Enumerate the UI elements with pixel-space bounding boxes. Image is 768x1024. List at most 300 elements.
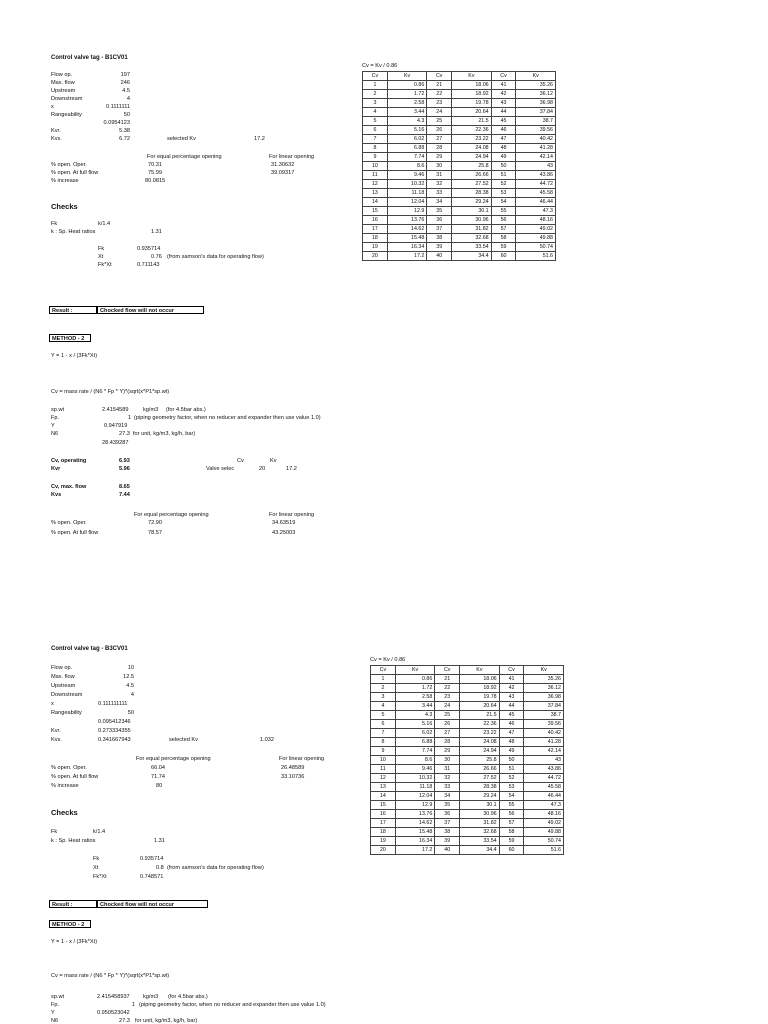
lin-opening-header: For linear opening bbox=[279, 756, 325, 762]
kv-table-row bbox=[371, 738, 564, 747]
input-label: Rangeability bbox=[51, 112, 82, 118]
kv-cell: 10.32 bbox=[395, 774, 434, 783]
kv-cell: 22.36 bbox=[452, 126, 491, 135]
cv-cell: 59 bbox=[491, 243, 516, 252]
kv-table-header-cell: Kv bbox=[395, 666, 434, 675]
kv-cell: 34.4 bbox=[460, 846, 499, 855]
cv-cell: 2 bbox=[363, 90, 388, 99]
kv-cell: 28.38 bbox=[452, 189, 491, 198]
kv-table-row bbox=[363, 225, 556, 234]
kv-table-row bbox=[363, 90, 556, 99]
opening-eq-value: 71.74 bbox=[151, 774, 165, 780]
cv-cell: 44 bbox=[491, 108, 516, 117]
cv-cell: 4 bbox=[363, 108, 388, 117]
fk-row-value: 0.935714 bbox=[137, 246, 161, 252]
kv-table-row bbox=[363, 81, 556, 90]
kv-cell: 9.46 bbox=[395, 765, 434, 774]
kv-table-row bbox=[363, 198, 556, 207]
opening-eq-value: 80 bbox=[156, 783, 163, 789]
kv-table-title: Cv = Kv / 0.86 bbox=[370, 657, 406, 663]
kv-column-head: Kv bbox=[270, 458, 277, 464]
cv-cell: 37 bbox=[435, 819, 460, 828]
valve-kv-value: 17.2 bbox=[286, 466, 297, 472]
cv-cell: 1 bbox=[363, 81, 388, 90]
input-label: Kvr. bbox=[51, 728, 61, 734]
fkxt-row-label: Fk*Xt bbox=[98, 262, 112, 268]
kv-table-row bbox=[371, 702, 564, 711]
cv-cell: 18 bbox=[363, 234, 388, 243]
kv-table-row bbox=[371, 810, 564, 819]
cv-cell: 3 bbox=[371, 693, 396, 702]
block1-title: Control valve tag - B1CV01 bbox=[51, 55, 128, 61]
fk-row-label: Fk bbox=[93, 856, 100, 862]
kv-cell: 37.84 bbox=[524, 702, 564, 711]
kv-cell: 0.86 bbox=[387, 81, 426, 90]
kv-cell: 39.56 bbox=[524, 720, 564, 729]
kv-cell: 30.96 bbox=[460, 810, 499, 819]
selected-kv-label: selected Kv bbox=[167, 136, 196, 142]
cv-cell: 14 bbox=[363, 198, 388, 207]
kv-cell: 5.16 bbox=[395, 720, 434, 729]
kv-cell: 51.6 bbox=[524, 846, 564, 855]
opening-label: % open. Oper. bbox=[51, 520, 87, 526]
cv-cell: 49 bbox=[499, 747, 524, 756]
cv-cell: 46 bbox=[491, 126, 516, 135]
result-value: Chocked flow will not occur bbox=[97, 900, 208, 908]
cv-formula: Cv = mass rate / (N6 * Fp * Y)*(sqrt(x*P1*sp.wt) bbox=[51, 389, 170, 395]
spwt-value: 2.415458937 bbox=[97, 994, 130, 1000]
cv-cell: 51 bbox=[499, 765, 524, 774]
kv-table-row bbox=[363, 144, 556, 153]
valve-select-label: Valve selec bbox=[206, 466, 235, 472]
opening-lin-value: 31.30632 bbox=[271, 162, 295, 168]
cv-cell: 21 bbox=[435, 675, 460, 684]
fkxt-row-value: 0.711143 bbox=[137, 262, 160, 268]
cv-cell: 43 bbox=[491, 99, 516, 108]
input-value: 0.111111111 bbox=[98, 701, 128, 707]
cv-cell: 40 bbox=[435, 846, 460, 855]
result-label: Result : bbox=[49, 306, 97, 314]
kv-cell: 50.74 bbox=[524, 837, 564, 846]
cv-cell: 29 bbox=[435, 747, 460, 756]
cv-cell: 1 bbox=[371, 675, 396, 684]
cv-cell: 9 bbox=[363, 153, 388, 162]
cv-cell: 29 bbox=[427, 153, 452, 162]
kv-cell: 36.98 bbox=[524, 693, 564, 702]
cv-cell: 48 bbox=[499, 738, 524, 747]
kv-table-row bbox=[363, 189, 556, 198]
kv-cell: 4.3 bbox=[395, 711, 434, 720]
input-label: Flow op. bbox=[51, 72, 73, 78]
cv-cell: 48 bbox=[491, 144, 516, 153]
input-value: 246 bbox=[120, 80, 130, 86]
cv-cell: 55 bbox=[499, 801, 524, 810]
cv-cell: 16 bbox=[371, 810, 396, 819]
k-value: 1.31 bbox=[154, 838, 165, 844]
opening-label: % open. At full flow bbox=[51, 170, 99, 176]
kv-table-row bbox=[371, 837, 564, 846]
kv-cell: 38.7 bbox=[524, 711, 564, 720]
kv-cell: 36.12 bbox=[524, 684, 564, 693]
kv-cell: 35.26 bbox=[524, 675, 564, 684]
fk-row-value: 0.935714 bbox=[140, 856, 164, 862]
cv-cell: 41 bbox=[491, 81, 516, 90]
spwt-note: (for 4.5bar abs.) bbox=[168, 994, 208, 1000]
input-value: 12.5 bbox=[123, 674, 134, 680]
eq-opening-header: For equal percentage opening bbox=[147, 154, 222, 160]
opening-eq-value: 66.04 bbox=[151, 765, 165, 771]
kv-table-row bbox=[363, 99, 556, 108]
kv-table-header-cell: Cv bbox=[499, 666, 524, 675]
cv-cell: 5 bbox=[363, 117, 388, 126]
cv-cell: 17 bbox=[363, 225, 388, 234]
cv-cell: 38 bbox=[427, 234, 452, 243]
cv-cell: 53 bbox=[499, 783, 524, 792]
kvr-label: Kvr bbox=[51, 466, 61, 472]
kv-cell: 24.08 bbox=[452, 144, 491, 153]
kv-cell: 30.1 bbox=[452, 207, 491, 216]
cv-cell: 58 bbox=[499, 828, 524, 837]
cv-cell: 37 bbox=[427, 225, 452, 234]
kv-table-row bbox=[363, 207, 556, 216]
cv-cell: 38 bbox=[435, 828, 460, 837]
kv-cell: 37.84 bbox=[516, 108, 556, 117]
y-label: Y bbox=[51, 1010, 55, 1016]
cv-cell: 54 bbox=[491, 198, 516, 207]
fp-label: Fp. bbox=[51, 1002, 60, 1008]
n6-label: N6 bbox=[51, 431, 59, 437]
kv-cell: 8.6 bbox=[387, 162, 426, 171]
cv-cell: 21 bbox=[427, 81, 452, 90]
kv-cell: 23.22 bbox=[452, 135, 491, 144]
opening-lin-value: 34.63519 bbox=[272, 520, 296, 526]
kv-cell: 46.44 bbox=[516, 198, 556, 207]
cv-cell: 17 bbox=[371, 819, 396, 828]
kv-cell: 39.56 bbox=[516, 126, 556, 135]
kv-cell: 25.8 bbox=[460, 756, 499, 765]
cv-cell: 50 bbox=[491, 162, 516, 171]
cv-cell: 57 bbox=[499, 819, 524, 828]
kv-table-header-cell: Kv bbox=[460, 666, 499, 675]
cv-cell: 11 bbox=[371, 765, 396, 774]
cv-cell: 10 bbox=[363, 162, 388, 171]
cv-cell: 35 bbox=[427, 207, 452, 216]
xt-row-note: (from samson's data for operating flow) bbox=[167, 254, 264, 260]
cv-cell: 3 bbox=[363, 99, 388, 108]
kv-table-row bbox=[371, 747, 564, 756]
opening-label: % increase bbox=[51, 178, 79, 184]
kv-cell: 14.62 bbox=[387, 225, 426, 234]
input-label: Kvs. bbox=[51, 136, 62, 142]
kv-cell: 48.16 bbox=[524, 810, 564, 819]
kv-cell: 40.42 bbox=[524, 729, 564, 738]
kv-cell: 7.74 bbox=[395, 747, 434, 756]
kv-table-header-cell: Kv bbox=[452, 72, 491, 81]
kv-cell: 41.28 bbox=[516, 144, 556, 153]
input-value: 0.095412346 bbox=[98, 719, 131, 725]
input-value: 0.0954123 bbox=[103, 120, 130, 126]
kv-cell: 28.38 bbox=[460, 783, 499, 792]
cv-cell: 30 bbox=[435, 756, 460, 765]
kv-table-header-cell: Kv bbox=[387, 72, 426, 81]
cv-cell: 13 bbox=[371, 783, 396, 792]
cv-cell: 16 bbox=[363, 216, 388, 225]
opening-lin-value: 43.25003 bbox=[272, 530, 296, 536]
kv-cell: 1.72 bbox=[395, 684, 434, 693]
kv-table-row bbox=[363, 126, 556, 135]
k-label: k : Sp. Heat ratios bbox=[51, 838, 96, 844]
cv-cell: 24 bbox=[435, 702, 460, 711]
cv-cell: 52 bbox=[491, 180, 516, 189]
opening-eq-value: 75.99 bbox=[148, 170, 162, 176]
kv-table-row bbox=[371, 774, 564, 783]
opening-eq-value: 70.31 bbox=[148, 162, 162, 168]
input-value: 4.5 bbox=[122, 88, 130, 94]
fk-row-label: Fk bbox=[98, 246, 105, 252]
kv-cell: 24.94 bbox=[460, 747, 499, 756]
cv-cell: 19 bbox=[363, 243, 388, 252]
kv-cell: 48.16 bbox=[516, 216, 556, 225]
input-value: 5.38 bbox=[119, 128, 130, 134]
kv-table-row bbox=[371, 720, 564, 729]
kv-cell: 13.76 bbox=[387, 216, 426, 225]
kv-cell: 38.7 bbox=[516, 117, 556, 126]
kv-cell: 13.76 bbox=[395, 810, 434, 819]
kv-cell: 42.14 bbox=[524, 747, 564, 756]
input-label: Downstream bbox=[51, 96, 83, 102]
kv-cell: 1.72 bbox=[387, 90, 426, 99]
cv-cell: 5 bbox=[371, 711, 396, 720]
kv-table-row bbox=[363, 180, 556, 189]
opening-label: % open. At full flow bbox=[51, 774, 99, 780]
result-value: Chocked flow will not occur bbox=[97, 306, 204, 314]
cv-cell: 59 bbox=[499, 837, 524, 846]
cv-cell: 42 bbox=[499, 684, 524, 693]
kv-table-row bbox=[371, 846, 564, 855]
input-value: 10 bbox=[127, 665, 134, 671]
cv-cell: 23 bbox=[427, 99, 452, 108]
kv-cell: 12.04 bbox=[387, 198, 426, 207]
cv-cell: 26 bbox=[435, 720, 460, 729]
input-value: 4 bbox=[126, 96, 130, 102]
input-label: Kvs. bbox=[51, 737, 62, 743]
cv-cell: 56 bbox=[491, 216, 516, 225]
cv-cell: 51 bbox=[491, 171, 516, 180]
kv-cell: 3.44 bbox=[395, 702, 434, 711]
kv-cell: 29.24 bbox=[460, 792, 499, 801]
spwt-unit: kg/m3 bbox=[143, 994, 159, 1000]
kv-cell: 50.74 bbox=[516, 243, 556, 252]
kv-cell: 45.58 bbox=[516, 189, 556, 198]
cv-cell: 47 bbox=[491, 135, 516, 144]
kv-table-row bbox=[363, 162, 556, 171]
kv-table-header-cell: Cv bbox=[491, 72, 516, 81]
cv-cell: 52 bbox=[499, 774, 524, 783]
kv-cell: 26.66 bbox=[452, 171, 491, 180]
cv-cell: 33 bbox=[427, 189, 452, 198]
spwt-note: (for 4.5bar abs.) bbox=[166, 407, 206, 413]
kv-cell: 0.86 bbox=[395, 675, 434, 684]
kv-table-row bbox=[363, 171, 556, 180]
fk-label: Fk bbox=[51, 221, 58, 227]
cv-cell: 58 bbox=[491, 234, 516, 243]
y-formula: Y = 1 - x / (3Fk*Xt) bbox=[51, 353, 98, 359]
selected-kv-value: 1.032 bbox=[260, 737, 274, 743]
cv-cell: 12 bbox=[371, 774, 396, 783]
opening-eq-value: 80.0815 bbox=[145, 178, 166, 184]
kv-cell: 36.12 bbox=[516, 90, 556, 99]
cv-cell: 25 bbox=[427, 117, 452, 126]
kv-cell: 22.36 bbox=[460, 720, 499, 729]
kv-cell: 14.62 bbox=[395, 819, 434, 828]
kv-table-header-cell: Cv bbox=[427, 72, 452, 81]
input-value: 0.273334355 bbox=[98, 728, 131, 734]
fk-label: Fk bbox=[51, 829, 58, 835]
kv-cell: 10.32 bbox=[387, 180, 426, 189]
input-label: Kvr. bbox=[51, 128, 61, 134]
kv-cell: 46.44 bbox=[524, 792, 564, 801]
opening-eq-value: 72.90 bbox=[148, 520, 162, 526]
kv-table-2 bbox=[370, 665, 564, 855]
kv-cell: 18.92 bbox=[452, 90, 491, 99]
kv-table-1 bbox=[362, 71, 556, 261]
kvs-value: 7.44 bbox=[119, 492, 130, 498]
opening-lin-value: 33.10736 bbox=[281, 774, 305, 780]
input-label: Max. flow bbox=[51, 80, 75, 86]
cv-cell: 54 bbox=[499, 792, 524, 801]
kv-table-row bbox=[363, 117, 556, 126]
cv-cell: 45 bbox=[491, 117, 516, 126]
kv-table-row bbox=[371, 675, 564, 684]
valve-cv-value: 20 bbox=[259, 466, 266, 472]
spwt-value: 2.4154589 bbox=[102, 407, 129, 413]
cv-cell: 31 bbox=[435, 765, 460, 774]
input-label: Rangeability bbox=[51, 710, 82, 716]
kv-cell: 32.68 bbox=[460, 828, 499, 837]
n6-extra-value: 28.439287 bbox=[102, 440, 129, 446]
kv-cell: 17.2 bbox=[395, 846, 434, 855]
lin-opening-header: For linear opening bbox=[269, 512, 315, 518]
kv-cell: 47.3 bbox=[516, 207, 556, 216]
kv-cell: 11.18 bbox=[387, 189, 426, 198]
block2-title: Control valve tag - B3CV01 bbox=[51, 646, 128, 652]
input-label: Downstream bbox=[51, 692, 83, 698]
n6-value: 27.3 bbox=[119, 1018, 130, 1024]
input-value: 6.72 bbox=[119, 136, 130, 142]
method-label: METHOD - 2 bbox=[49, 334, 91, 342]
opening-lin-value: 39.09317 bbox=[271, 170, 295, 176]
cv-cell: 27 bbox=[427, 135, 452, 144]
cv-cell: 2 bbox=[371, 684, 396, 693]
cv-cell: 32 bbox=[435, 774, 460, 783]
spwt-label: sp.wt bbox=[51, 994, 65, 1000]
kv-table-header-cell: Cv bbox=[363, 72, 388, 81]
cv-cell: 28 bbox=[427, 144, 452, 153]
cv-cell: 49 bbox=[491, 153, 516, 162]
kv-cell: 27.52 bbox=[460, 774, 499, 783]
spwt-unit: kg/m3 bbox=[143, 407, 159, 413]
kv-cell: 21.5 bbox=[452, 117, 491, 126]
kv-table-header-row bbox=[371, 666, 564, 675]
kv-cell: 19.78 bbox=[460, 693, 499, 702]
cv-cell: 9 bbox=[371, 747, 396, 756]
fk-text: k/1.4 bbox=[98, 221, 111, 227]
kv-cell: 6.88 bbox=[387, 144, 426, 153]
kv-cell: 29.24 bbox=[452, 198, 491, 207]
kv-table-header-cell: Cv bbox=[435, 666, 460, 675]
k-label: k : Sp. Heat ratios bbox=[51, 229, 96, 235]
kv-table-row bbox=[363, 216, 556, 225]
cv-cell: 18 bbox=[371, 828, 396, 837]
kv-cell: 18.92 bbox=[460, 684, 499, 693]
spwt-label: sp.wt bbox=[51, 407, 65, 413]
fkxt-row-label: Fk*Xt bbox=[93, 874, 107, 880]
kv-cell: 20.64 bbox=[452, 108, 491, 117]
input-value: 50 bbox=[127, 710, 134, 716]
xt-row-note: (from samson's data for operating flow) bbox=[167, 865, 264, 871]
cv-cell: 60 bbox=[499, 846, 524, 855]
cv-cell: 60 bbox=[491, 252, 516, 261]
kv-cell: 6.02 bbox=[395, 729, 434, 738]
selected-kv-value: 17.2 bbox=[254, 136, 265, 142]
cv-cell: 28 bbox=[435, 738, 460, 747]
cv-operating-value: 6.93 bbox=[119, 458, 130, 464]
kv-cell: 24.08 bbox=[460, 738, 499, 747]
kv-cell: 6.88 bbox=[395, 738, 434, 747]
kv-cell: 43.86 bbox=[516, 171, 556, 180]
input-label: Upstream bbox=[51, 683, 76, 689]
cv-formula: Cv = mass rate / (N6 * Fp * Y)*(sqrt(x*P1*sp.wt) bbox=[51, 973, 170, 979]
xt-row-label: Xt bbox=[98, 254, 104, 260]
kv-cell: 30.96 bbox=[452, 216, 491, 225]
cv-cell: 34 bbox=[427, 198, 452, 207]
kvs-label: Kvs bbox=[51, 492, 62, 498]
input-value: 4 bbox=[130, 692, 134, 698]
kv-table-row bbox=[363, 243, 556, 252]
opening-label: % increase bbox=[51, 783, 79, 789]
kv-cell: 49.88 bbox=[516, 234, 556, 243]
cv-cell: 25 bbox=[435, 711, 460, 720]
kv-cell: 25.8 bbox=[452, 162, 491, 171]
kv-cell: 31.82 bbox=[452, 225, 491, 234]
kv-table-row bbox=[371, 801, 564, 810]
kv-table-row bbox=[363, 252, 556, 261]
kv-table-header-row bbox=[363, 72, 556, 81]
checks-heading: Checks bbox=[51, 808, 78, 817]
n6-note: for unit, kg/m3, kg/h, bar) bbox=[133, 431, 196, 437]
opening-label: % open. At full flow bbox=[51, 530, 99, 536]
n6-value: 27.3 bbox=[119, 431, 130, 437]
kv-cell: 24.94 bbox=[452, 153, 491, 162]
kv-table-row bbox=[371, 711, 564, 720]
kv-table-header-cell: Kv bbox=[516, 72, 556, 81]
kv-table-header-cell: Cv bbox=[371, 666, 396, 675]
cv-cell: 8 bbox=[371, 738, 396, 747]
eq-opening-header: For equal percentage opening bbox=[136, 756, 211, 762]
kv-cell: 41.28 bbox=[524, 738, 564, 747]
kv-table-row bbox=[371, 828, 564, 837]
kv-cell: 12.9 bbox=[395, 801, 434, 810]
kv-cell: 26.66 bbox=[460, 765, 499, 774]
kv-cell: 47.3 bbox=[524, 801, 564, 810]
opening-label: % open. Oper. bbox=[51, 765, 87, 771]
cv-cell: 24 bbox=[427, 108, 452, 117]
fp-value: 1 bbox=[128, 415, 132, 421]
selected-kv-label: selected Kv bbox=[169, 737, 198, 743]
kv-cell: 31.82 bbox=[460, 819, 499, 828]
y-formula: Y = 1 - x / (3Fk*Xt) bbox=[51, 939, 98, 945]
kv-cell: 11.18 bbox=[395, 783, 434, 792]
